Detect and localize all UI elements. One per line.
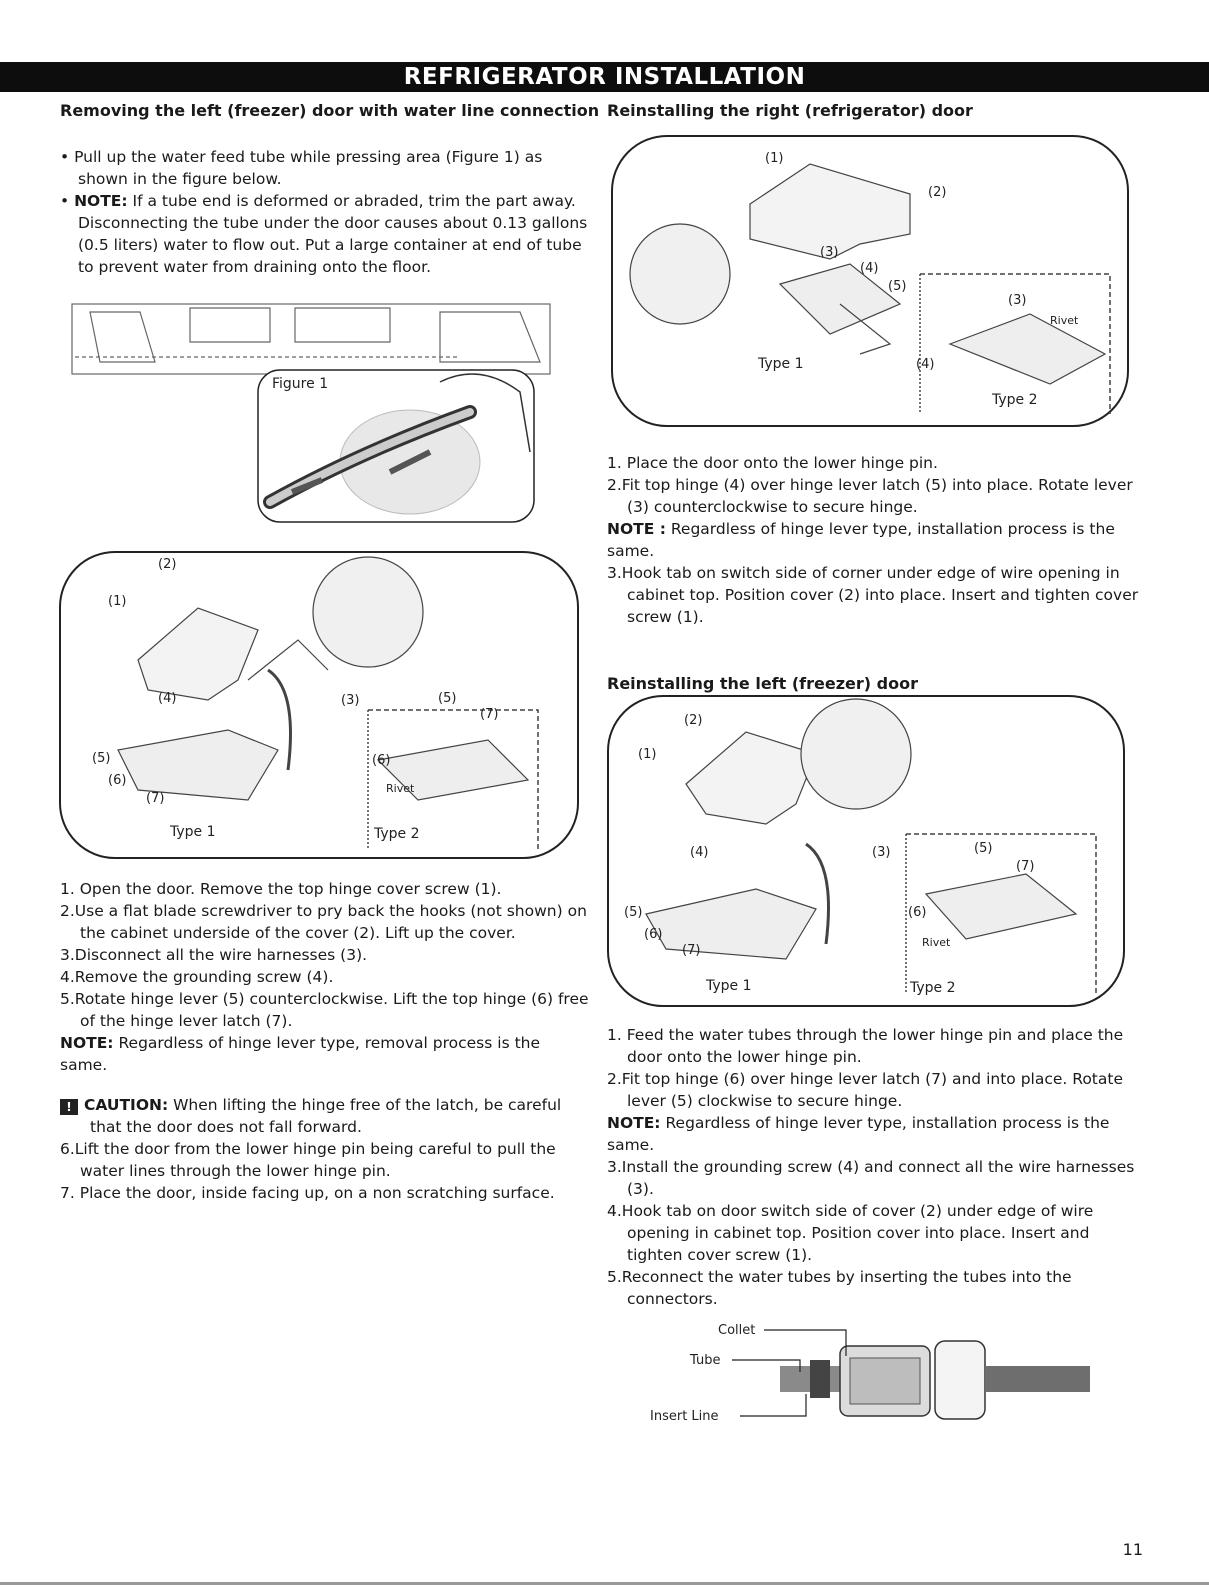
callout-2: (2) [684, 713, 703, 728]
callout-6-type1: (6) [644, 927, 663, 942]
step-item: 2.Fit top hinge (6) over hinge lever latch (7) and into place. Rotate lever (5) clockwise to secure hinge. [607, 1070, 1123, 1110]
connector-fitting [780, 1341, 1090, 1419]
right-section-heading-1: Reinstalling the right (refrigerator) door [607, 101, 973, 120]
type2-label: Type 2 [992, 392, 1038, 408]
step-item: 2.Use a flat blade screwdriver to pry back the hooks (not shown) on the cabinet underside of the cover (2). Lift up the cover. [60, 902, 587, 942]
rivet-label: Rivet [922, 936, 951, 949]
type1-label: Type 1 [758, 356, 804, 372]
type1-label: Type 1 [170, 824, 216, 840]
fridge-bottom-outline [72, 304, 550, 374]
type2-label: Type 2 [910, 980, 956, 996]
rivet-label: Rivet [1050, 314, 1079, 327]
step-item: 3.Install the grounding screw (4) and connect all the wire harnesses (3). [607, 1158, 1135, 1198]
step-item: 1. Place the door onto the lower hinge pin. [607, 454, 938, 472]
note-item: NOTE : Regardless of hinge lever type, installation process is the same. [607, 520, 1115, 560]
step-item: 1. Open the door. Remove the top hinge cover screw (1). [60, 880, 502, 898]
bullet-item: • Pull up the water feed tube while pressing area (Figure 1) as shown in the figure below. [60, 148, 543, 188]
caution-item: ! CAUTION: When lifting the hinge free of the latch, be careful that the door does not fall forward. [60, 1094, 590, 1138]
callout-6: (6) [372, 753, 391, 768]
callout-1: (1) [638, 747, 657, 762]
callout-1: (1) [765, 151, 784, 166]
right-steps-list-1 [607, 452, 1147, 628]
type2-label: Type 2 [374, 826, 420, 842]
callout-2: (2) [158, 557, 177, 572]
callout-2: (2) [928, 185, 947, 200]
right-section-heading-2: Reinstalling the left (freezer) door [607, 674, 918, 693]
callout-3: (3) [872, 845, 891, 860]
callout-7-type1: (7) [682, 943, 701, 958]
step-item: 4.Remove the grounding screw (4). [60, 968, 334, 986]
callout-5: (5) [974, 841, 993, 856]
right-door-hinge-diagram [610, 134, 1130, 428]
callout-4-type2: (4) [916, 357, 935, 372]
page-banner-title: REFRIGERATOR INSTALLATION [0, 62, 1209, 92]
callout-7: (7) [1016, 859, 1035, 874]
callout-3: (3) [341, 693, 360, 708]
callout-4: (4) [690, 845, 709, 860]
step-item: 2.Fit top hinge (4) over hinge lever latch (5) into place. Rotate lever (3) counterclockwise to secure hinge. [607, 476, 1133, 516]
note-item: NOTE: Regardless of hinge lever type, installation process is the same. [607, 1114, 1110, 1154]
step-item: 5.Reconnect the water tubes by inserting the tubes into the connectors. [607, 1268, 1072, 1308]
callout-5-type1: (5) [92, 751, 111, 766]
page-number: 11 [1122, 1540, 1143, 1559]
left-door-reinstall-diagram [606, 694, 1126, 1008]
callout-5: (5) [888, 279, 907, 294]
callout-4: (4) [860, 261, 879, 276]
callout-7: (7) [480, 707, 499, 722]
figure1-callout [258, 370, 534, 522]
bottom-rule [0, 1582, 1209, 1585]
figure1-illustration [60, 302, 560, 530]
callout-7-type1: (7) [146, 791, 165, 806]
callout-4: (4) [158, 691, 177, 706]
figure1-caption: Figure 1 [272, 376, 329, 392]
rivet-label: Rivet [386, 782, 415, 795]
left-bullet-list [60, 146, 590, 278]
step-item: 5.Rotate hinge lever (5) counterclockwise. Lift the top hinge (6) free of the hinge lever latch (7). [60, 990, 589, 1030]
step-item: 1. Feed the water tubes through the lower hinge pin and place the door onto the lower hinge pin. [607, 1026, 1124, 1066]
detail-circle [630, 224, 730, 324]
callout-6: (6) [908, 905, 927, 920]
detail-circle [313, 557, 423, 667]
left-hinge-diagram [58, 550, 580, 862]
left-steps-list [60, 878, 590, 1204]
collet-label: Collet [718, 1323, 756, 1338]
step-item: 6.Lift the door from the lower hinge pin being careful to pull the water lines through the lower hinge pin. [60, 1140, 556, 1180]
detail-circle [801, 699, 911, 809]
right-steps-list-2 [607, 1024, 1147, 1310]
callout-1: (1) [108, 594, 127, 609]
callout-5-type1: (5) [624, 905, 643, 920]
tube-label: Tube [690, 1353, 721, 1368]
step-item: 3.Hook tab on switch side of corner under edge of wire opening in cabinet top. Position cover (2) into place. Insert and tighten cover screw (1). [607, 564, 1139, 626]
callout-3-type2: (3) [1008, 293, 1027, 308]
left-section-heading: Removing the left (freezer) door with water line connection [60, 101, 600, 120]
type1-label: Type 1 [706, 978, 752, 994]
callout-3: (3) [820, 245, 839, 260]
warning-icon: ! [60, 1099, 78, 1115]
bullet-item: • NOTE: If a tube end is deformed or abraded, trim the part away. Disconnecting the tube under the door causes about 0.13 gallons (0.5 liters) water to flow out. Put a large container at end of tube to prevent water from draining onto the floor. [60, 192, 588, 276]
callout-5: (5) [438, 691, 457, 706]
step-item: 4.Hook tab on door switch side of cover (2) under edge of wire opening in cabinet top. Position cover into place. Insert and tighten cover screw (1). [607, 1202, 1094, 1264]
callout-6-type1: (6) [108, 773, 127, 788]
note-item: NOTE: Regardless of hinge lever type, removal process is the same. [60, 1034, 541, 1074]
tube-connector-diagram [650, 1316, 1100, 1428]
insert-line-label: Insert Line [650, 1409, 719, 1424]
step-item: 3.Disconnect all the wire harnesses (3). [60, 946, 368, 964]
step-item: 7. Place the door, inside facing up, on a non scratching surface. [60, 1184, 555, 1202]
